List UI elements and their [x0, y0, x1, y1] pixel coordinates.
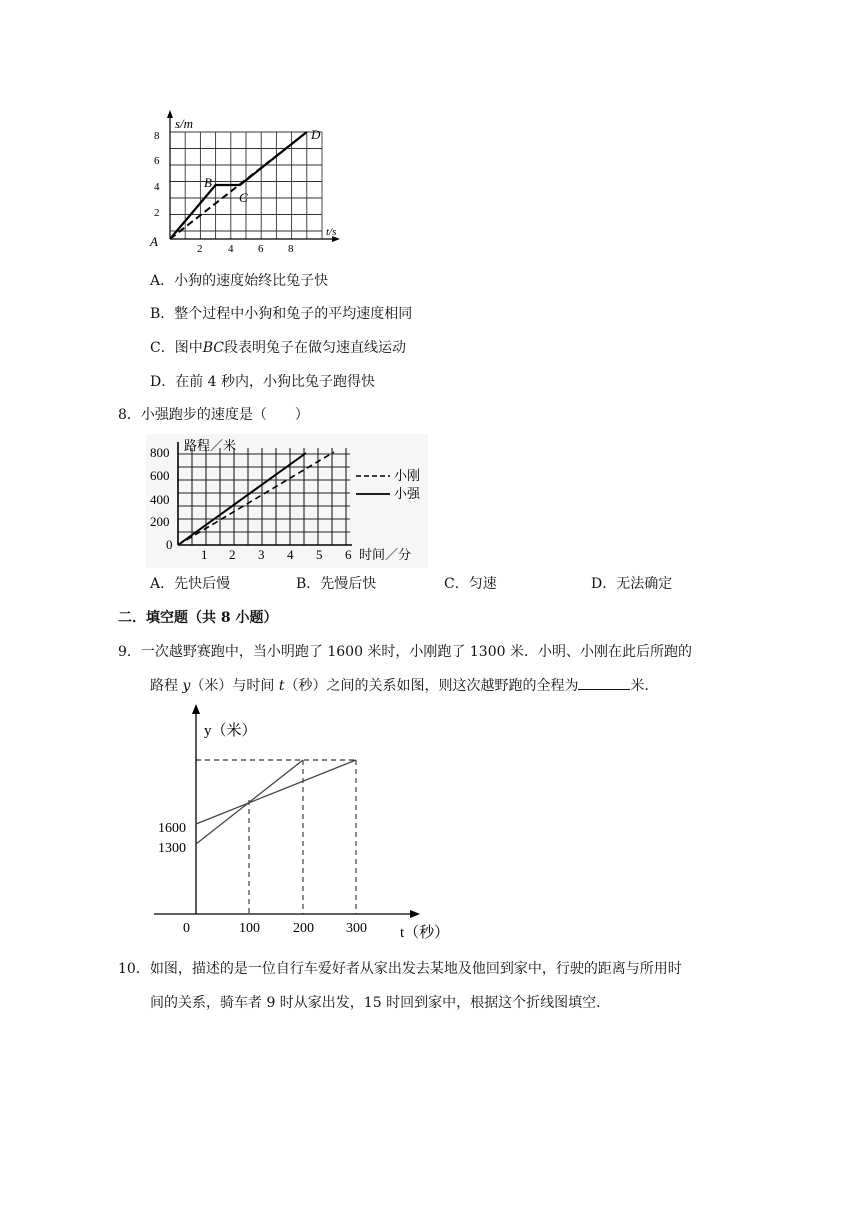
q8-stem: 8．小强跑步的速度是（ ） — [118, 407, 309, 423]
q8-option-d: D．无法确定 — [591, 576, 673, 592]
q9-stem-line1: 9．一次越野赛跑中，当小明跑了 1600 米时，小刚跑了 1300 米．小明、小刚在此后所跑的 — [118, 644, 692, 660]
q7-y-tick: 6 — [154, 155, 160, 167]
q8-x-label: 时间／分 — [359, 547, 412, 562]
q8-y-label: 路程／米 — [184, 438, 237, 453]
q7-point-b: B — [204, 175, 212, 190]
q7-y-arrow — [167, 110, 173, 118]
q9-x-tick-300: 300 — [346, 921, 367, 936]
q9-y-tick-1300: 1300 — [158, 841, 186, 856]
q9-y-label: y（米） — [204, 723, 257, 739]
q9-xiaogang-line — [196, 760, 303, 844]
q10-stem-line2: 间的关系，骑车者 9 时从家出发，15 时回到家中，根据这个折线图填空． — [150, 995, 611, 1011]
q8-y-tick: 200 — [150, 514, 170, 529]
q7-x-label: t/s — [326, 226, 337, 238]
q8-option-a: A．先快后慢 — [150, 576, 231, 592]
q7-y-label: s/m — [175, 116, 194, 131]
q7-y-tick: 2 — [154, 207, 160, 219]
q8-option-c: C．匀速 — [444, 576, 497, 592]
q8-y-tick: 0 — [166, 537, 173, 552]
q8-x-tick: 4 — [287, 547, 294, 562]
q9-xiaoming-line — [196, 760, 356, 824]
q7-x-tick: 8 — [288, 243, 294, 255]
q8-x-tick: 1 — [201, 547, 208, 562]
q8-y-tick: 800 — [150, 445, 170, 460]
q9-y-arrow — [192, 704, 200, 714]
q9-answer-blank[interactable] — [578, 675, 630, 690]
q7-x-tick: 4 — [228, 243, 234, 255]
q7-option-d: D．在前 4 秒内，小狗比兔子跑得快 — [150, 374, 376, 390]
q7-grid — [170, 132, 322, 239]
q9-x-tick-0: 0 — [183, 921, 190, 936]
q8-legend-xiaogang: 小刚 — [394, 468, 421, 483]
q9-guide-lines — [196, 760, 356, 914]
q7-option-a: A．小狗的速度始终比兔子快 — [150, 273, 329, 289]
q9-figure — [150, 702, 450, 942]
q8-x-tick: 3 — [258, 547, 265, 562]
q9-stem-line2: 路程 y（米）与时间 t（秒）之间的关系如图，则这次越野跑的全程为 米． — [150, 675, 658, 696]
q9-x-arrow — [410, 910, 420, 918]
q7-point-d: D — [311, 127, 321, 142]
q7-x-tick: 2 — [197, 243, 203, 255]
q7-origin-label: A — [150, 234, 158, 249]
q8-x-tick: 2 — [229, 547, 236, 562]
q8-figure — [146, 434, 428, 568]
section-heading-fill-in: 二．填空题（共 8 小题） — [118, 610, 278, 626]
q9-x-tick-100: 100 — [239, 921, 260, 936]
q8-x-tick: 6 — [345, 547, 352, 562]
q9-y-tick-1600: 1600 — [158, 821, 186, 836]
q7-y-tick: 8 — [154, 130, 160, 142]
q7-y-tick: 4 — [154, 181, 160, 193]
q8-option-b: B．先慢后快 — [296, 576, 377, 592]
q8-x-tick: 5 — [316, 547, 323, 562]
q7-point-c: C — [239, 190, 248, 205]
q7-figure — [142, 108, 342, 255]
q10-stem-line1: 10．如图，描述的是一位自行车爱好者从家出发去某地及他回到家中，行驶的距离与所用时 — [118, 961, 682, 977]
q7-x-tick: 6 — [258, 243, 264, 255]
q8-y-tick: 600 — [150, 468, 170, 483]
q7-option-b: B．整个过程中小狗和兔子的平均速度相同 — [150, 306, 413, 322]
q8-legend-xiaoqiang: 小强 — [394, 486, 421, 501]
q9-x-label: t（秒） — [400, 925, 450, 941]
q7-option-c: C．图中BC段表明兔子在做匀速直线运动 — [150, 340, 406, 356]
q9-x-tick-200: 200 — [293, 921, 314, 936]
q8-y-tick: 400 — [150, 492, 170, 507]
